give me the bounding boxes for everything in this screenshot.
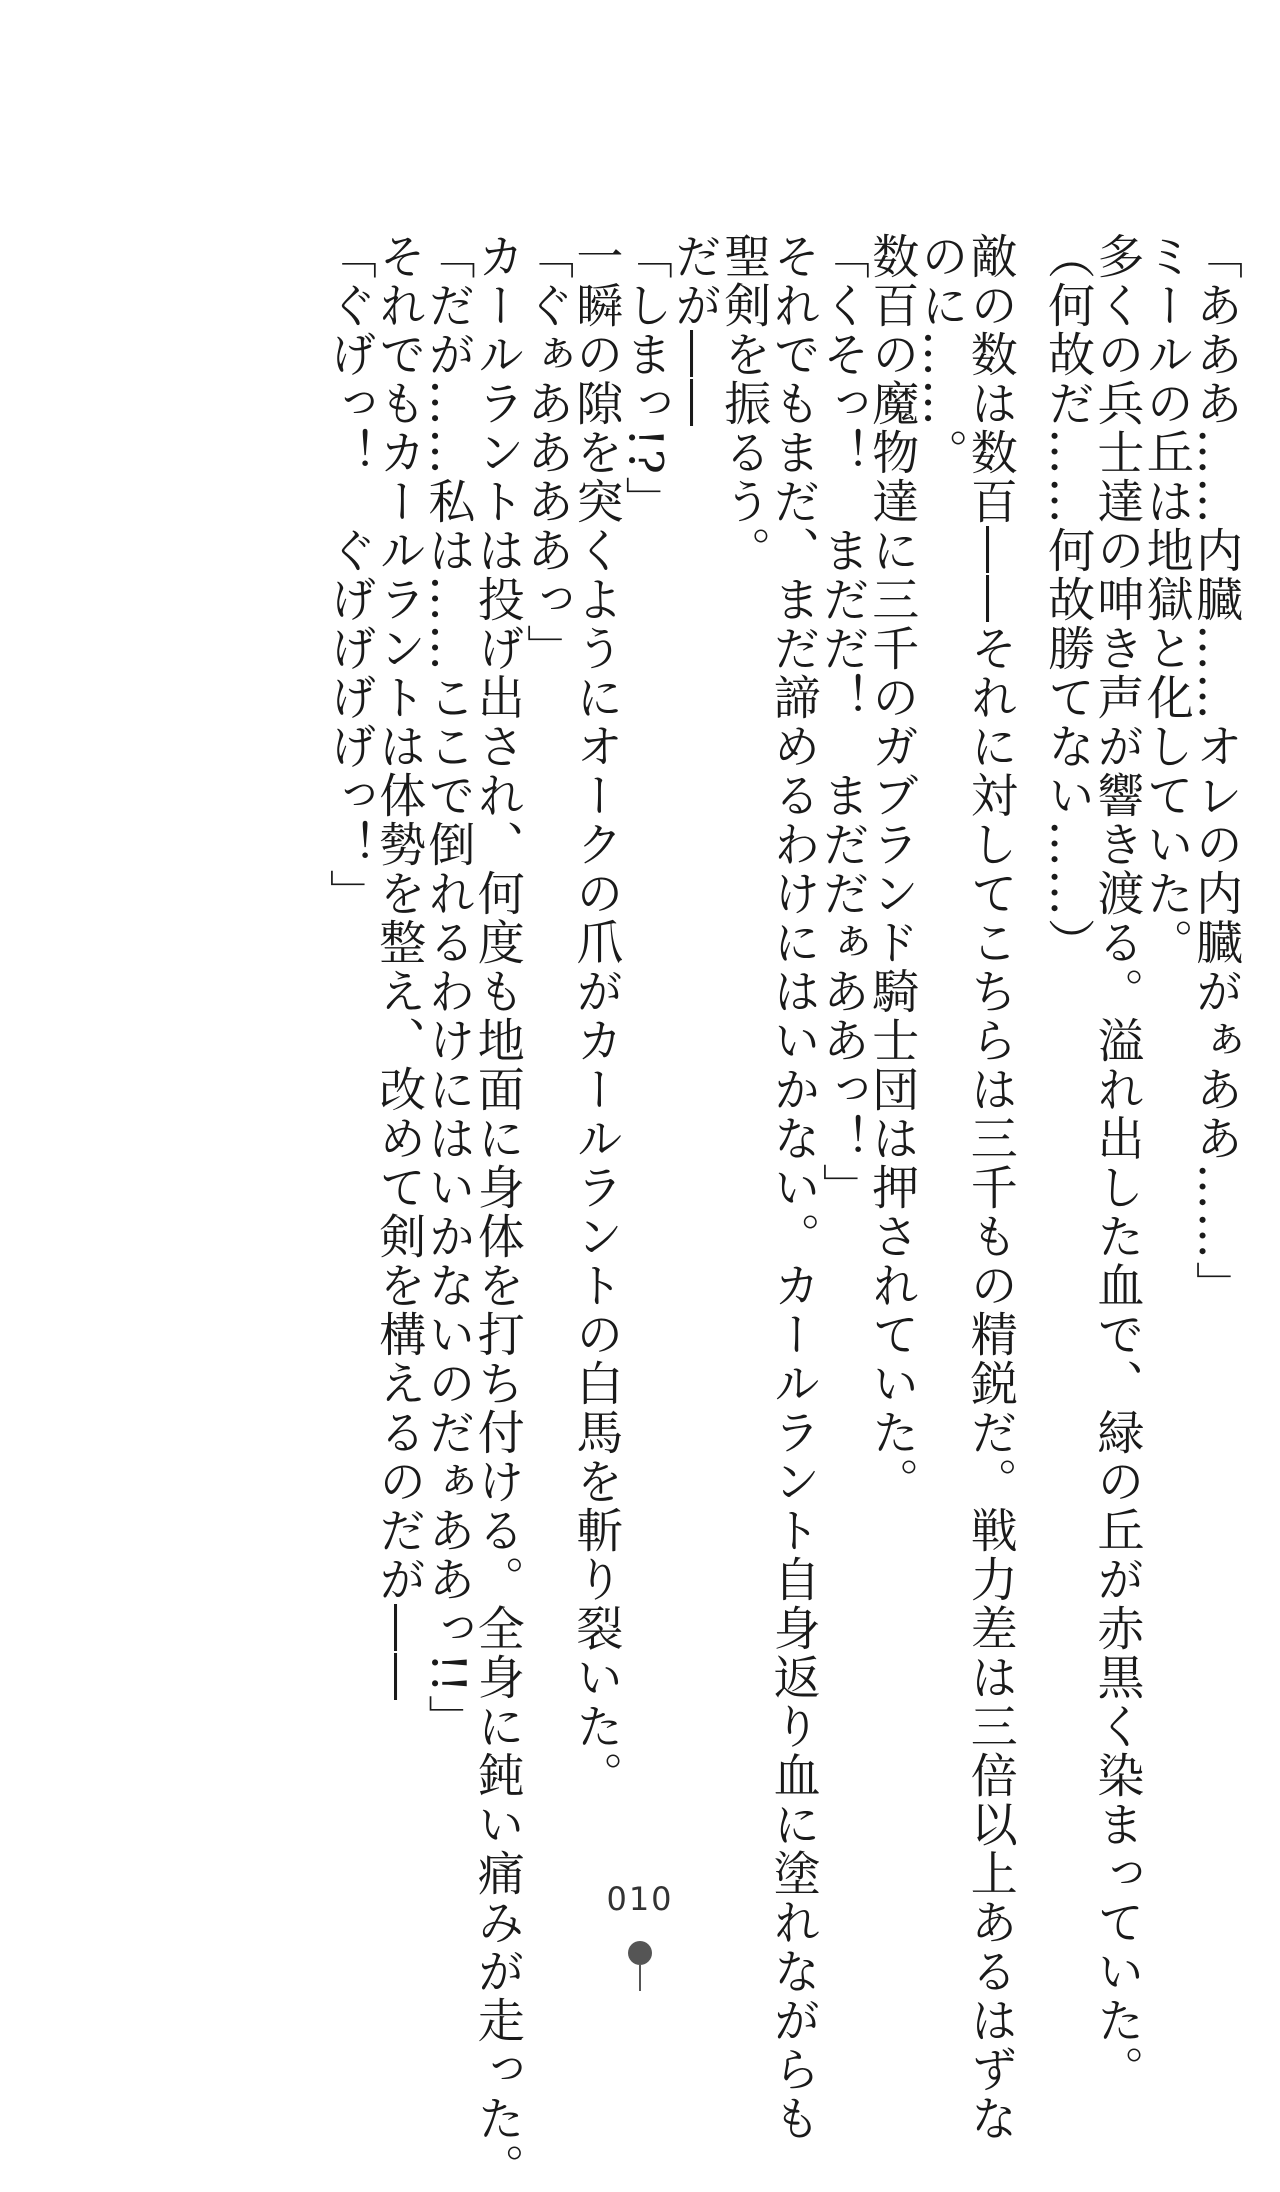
- text-line: 「ぐげっ！ ぐげげげげっ！」: [321, 232, 377, 918]
- text-line: それでもまだ、まだ諦めるわけにはいかない。カールラント自身返り血に塗れながらも: [765, 232, 821, 2143]
- text-line: （何故だ……何故勝てない……）: [1040, 232, 1096, 967]
- text-line: カールラントは投げ出され、何度も地面に身体を打ち付ける。全身に鈍い痛みが走った。: [469, 232, 525, 2192]
- text-line: 聖剣を振るう。: [716, 232, 772, 575]
- text-line: 「だが……私は……ここで倒れるわけにはいかないのだぁああっ!!」: [420, 232, 476, 1744]
- page-number: 010: [606, 1880, 674, 1918]
- text-line: ミールの丘は地獄と化していた。: [1138, 232, 1194, 967]
- page-mark-icon: [628, 1941, 652, 1965]
- text-line: 「くそっ！ まだだ！ まだだぁああっ！」: [814, 232, 870, 1212]
- text-line: 一瞬の隙を突くようにオークの爪がカールラントの白馬を斬り裂いた。: [568, 232, 624, 1800]
- text-line: 数百の魔物達に三千のガブランド騎士団は押されていた。: [864, 232, 920, 1506]
- text-line: 「あああ……内臓……オレの内臓がぁああ……」: [1188, 232, 1243, 1310]
- text-line: 多くの兵士達の呻き声が響き渡る。溢れ出した血で、緑の丘が赤黒く染まっていた。: [1089, 232, 1145, 2094]
- text-line: のに……。: [913, 232, 969, 477]
- text-line: だが――: [667, 232, 722, 428]
- text-line: 敵の数は数百――それに対してこちらは三千もの精鋭だ。戦力差は三倍以上あるはずな: [962, 232, 1018, 2143]
- text-line: それでもカールラントは体勢を整え、改めて剣を構えるのだが――: [371, 232, 427, 1702]
- text-line: 「ぐぁああああっ」: [519, 232, 575, 673]
- page-mark-stem: [639, 1965, 641, 1991]
- text-line: 「しまっ!?」: [617, 232, 673, 526]
